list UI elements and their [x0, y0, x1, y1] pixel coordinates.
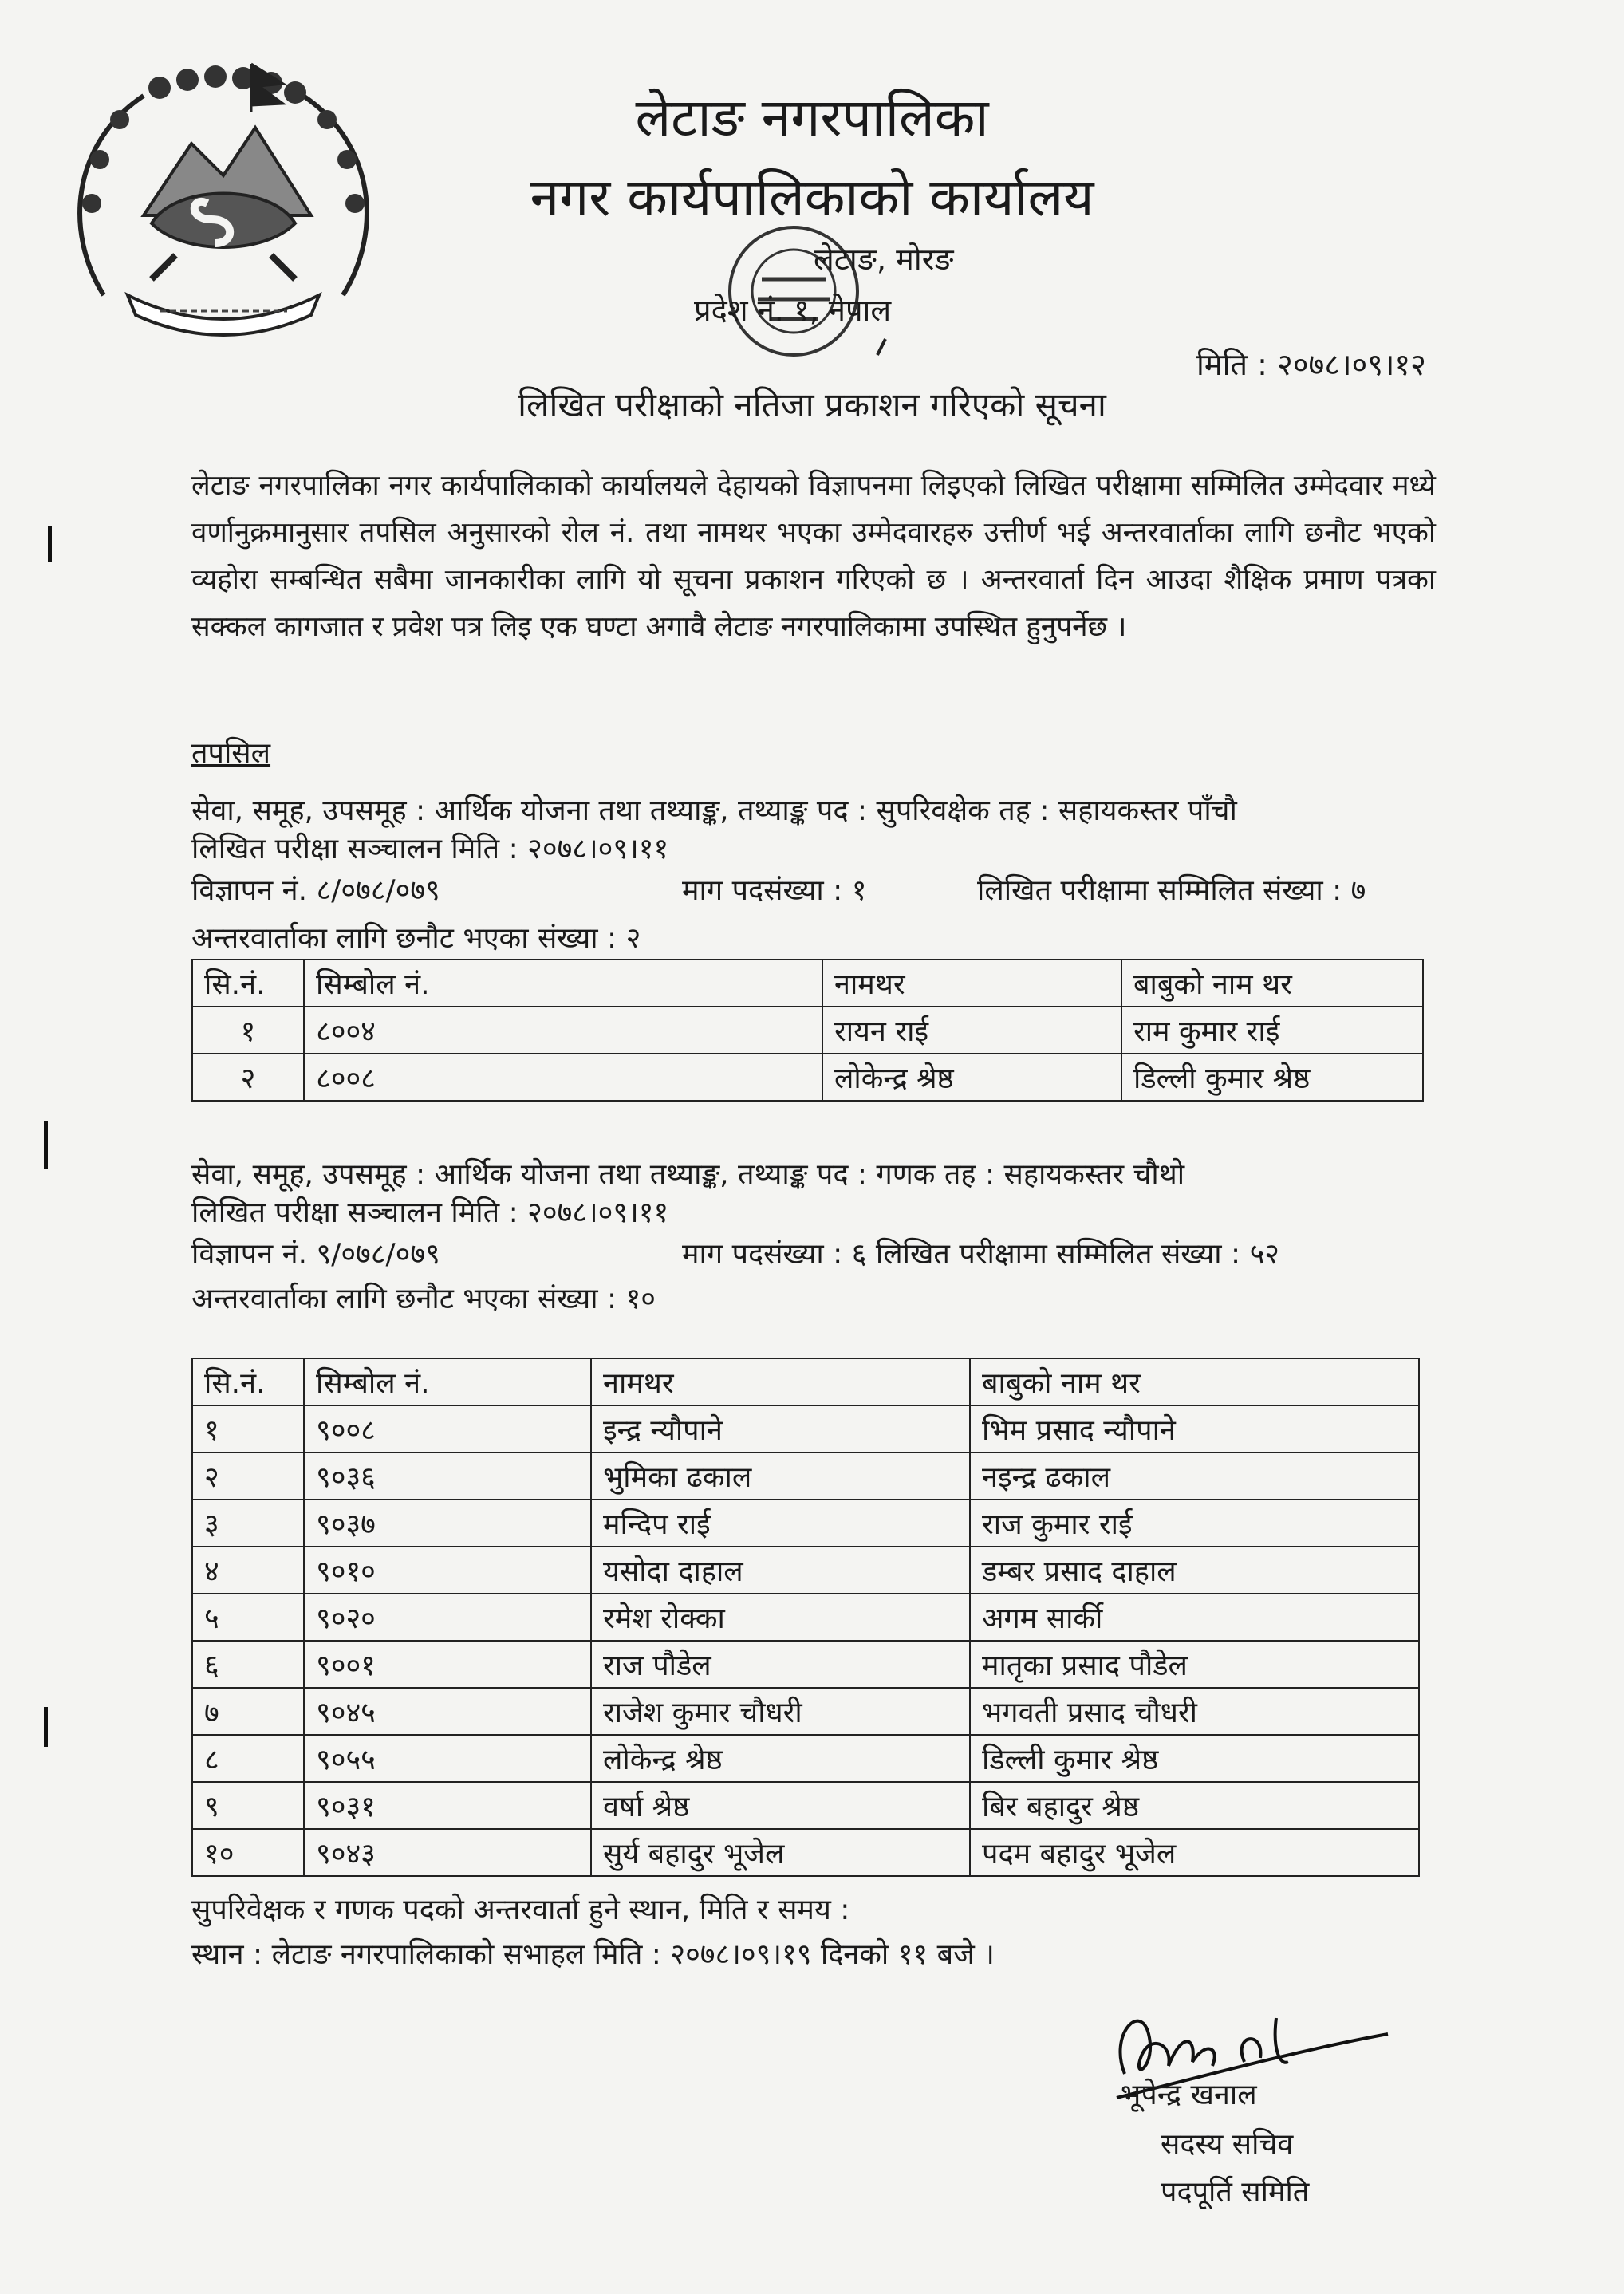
table-row	[192, 1547, 1419, 1594]
notice-title: लिखित परीक्षाको नतिजा प्रकाशन गरिएको सूचना	[518, 385, 1106, 424]
group2-exam-date: लिखित परीक्षा सञ्चालन मिति : २०७८।०९।११	[191, 1196, 669, 1229]
name-cell: यसोदा दाहाल	[591, 1547, 970, 1594]
symbol-cell: ९००१	[304, 1641, 591, 1688]
name-cell: वर्षा श्रेष्ठ	[591, 1782, 970, 1829]
group2-service-line: सेवा, समूह, उपसमूह : आर्थिक योजना तथा तथ्याङ्क, तथ्याङ्क पद : गणक तह : सहायकस्तर चौथो	[191, 1158, 1185, 1191]
group1-results-table	[191, 959, 1424, 1102]
father-name-cell: बिर बहादुर श्रेष्ठ	[970, 1782, 1419, 1829]
stamp-location: लेटाङ, मोरङ	[814, 242, 954, 277]
group2-advert-line	[191, 1233, 1280, 1272]
symbol-cell: ८००८	[304, 1054, 822, 1101]
group1-exam-date: लिखित परीक्षा सञ्चालन मिति : २०७८।०९।११	[191, 833, 669, 865]
notice-date: मिति : २०७८।०९।१२	[1196, 347, 1426, 382]
symbol-cell: ९०४३	[304, 1829, 591, 1876]
symbol-cell: ९०२०	[304, 1594, 591, 1641]
symbol-cell: ९०३७	[304, 1500, 591, 1547]
column-header: बाबुको नाम थर	[970, 1358, 1419, 1405]
symbol-cell: ९००८	[304, 1405, 591, 1452]
column-header: सि.नं.	[192, 1358, 304, 1405]
father-name-cell: डिल्ली कुमार श्रेष्ठ	[1121, 1054, 1423, 1101]
column-header: नामथर	[591, 1358, 970, 1405]
group1-demand: माग पदसंख्या : १	[682, 874, 867, 907]
symbol-cell: ९०३६	[304, 1452, 591, 1500]
column-header: सि.नं.	[192, 960, 304, 1007]
table-row	[192, 1007, 1423, 1054]
group1-advert-line	[191, 869, 1366, 909]
serial-cell: २	[192, 1452, 304, 1500]
name-cell: रायन राई	[822, 1007, 1121, 1054]
signatory-committee: पदपूर्ति समिति	[1161, 2176, 1310, 2209]
signatory-name: भूपेन्द्र खनाल	[1121, 2079, 1257, 2111]
name-cell: राजेश कुमार चौधरी	[591, 1688, 970, 1735]
father-name-cell: राम कुमार राई	[1121, 1007, 1423, 1054]
column-header: सिम्बोल नं.	[304, 960, 822, 1007]
name-cell: भुमिका ढकाल	[591, 1452, 970, 1500]
venue-heading: सुपरिवेक्षक र गणक पदको अन्तरवार्ता हुने स्थान, मिति र समय :	[191, 1894, 850, 1926]
serial-cell: ८	[192, 1735, 304, 1782]
table-row	[192, 1054, 1423, 1101]
name-cell: लोकेन्द्र श्रेष्ठ	[591, 1735, 970, 1782]
symbol-cell: ९०१०	[304, 1547, 591, 1594]
father-name-cell: राज कुमार राई	[970, 1500, 1419, 1547]
signatory-role: सदस्य सचिव	[1161, 2128, 1294, 2161]
father-name-cell: डिल्ली कुमार श्रेष्ठ	[970, 1735, 1419, 1782]
group1-advert-number: विज्ञापन नं. ८/०७८/०७९	[191, 874, 440, 907]
group2-demand-participants: माग पदसंख्या : ६ लिखित परीक्षामा सम्मिलित संख्या : ५२	[682, 1238, 1280, 1271]
venue-line: स्थान : लेटाङ नगरपालिकाको सभाहल मिति : २०७८।०९।१९ दिनको ११ बजे ।	[191, 1938, 995, 1971]
office-name: नगर कार्यपालिकाको कार्यालय	[530, 167, 1094, 228]
serial-cell: ७	[192, 1688, 304, 1735]
father-name-cell: डम्बर प्रसाद दाहाल	[970, 1547, 1419, 1594]
section-heading: तपसिल	[191, 737, 271, 770]
group2-advert-number: विज्ञापन नं. ९/०७८/०७९	[191, 1238, 440, 1271]
name-cell: सुर्य बहादुर भूजेल	[591, 1829, 970, 1876]
table-row	[192, 1641, 1419, 1688]
serial-cell: ३	[192, 1500, 304, 1547]
body-paragraph: लेटाङ नगरपालिका नगर कार्यपालिकाको कार्यालयले देहायको विज्ञापनमा लिइएको लिखित परीक्षामा सम्मिलित उम्मेदवार मध्ये वर्णानुक्रमानुसार तपसिल अनुसारको रोल नं. तथा नामथर भएका उम्मेदवारहरु उत्तीर्ण भई अन्तरवार्ताका लागि छनौट भएको व्यहोरा सम्बन्धित सबैमा जानकारीका लागि यो सूचना प्रकाशन गरिएको छ । अन्तरवार्ता दिन आउदा शैक्षिक प्रमाण पत्रका सक्कल कागजात र प्रवेश पत्र लिइ एक घण्टा अगावै लेटाङ नगरपालिकामा उपस्थित हुनुपर्नेछ ।	[191, 470, 1436, 643]
table-row	[192, 1688, 1419, 1735]
symbol-cell: ९०५५	[304, 1735, 591, 1782]
table-row	[192, 1829, 1419, 1876]
group2-results-table	[191, 1358, 1420, 1877]
serial-cell: २	[192, 1054, 304, 1101]
serial-cell: ९	[192, 1782, 304, 1829]
father-name-cell: अगम सार्की	[970, 1594, 1419, 1641]
symbol-cell: ८००४	[304, 1007, 822, 1054]
margin-mark	[44, 1707, 48, 1747]
name-cell: रमेश रोक्का	[591, 1594, 970, 1641]
father-name-cell: पदम बहादुर भूजेल	[970, 1829, 1419, 1876]
serial-cell: १	[192, 1007, 304, 1054]
father-name-cell: भगवती प्रसाद चौधरी	[970, 1688, 1419, 1735]
symbol-cell: ९०३१	[304, 1782, 591, 1829]
table-row	[192, 1405, 1419, 1452]
serial-cell: ६	[192, 1641, 304, 1688]
serial-cell: १	[192, 1405, 304, 1452]
group1-service-line: सेवा, समूह, उपसमूह : आर्थिक योजना तथा तथ्याङ्क, तथ्याङ्क पद : सुपरिवक्षेक तह : सहायकस्तर पाँचौ	[191, 794, 1237, 827]
name-cell: मन्दिप राई	[591, 1500, 970, 1547]
margin-mark	[44, 1121, 48, 1169]
column-header: बाबुको नाम थर	[1121, 960, 1423, 1007]
serial-cell: १०	[192, 1829, 304, 1876]
table-row	[192, 1782, 1419, 1829]
table-header-row	[192, 1358, 1419, 1405]
group2-shortlisted: अन्तरवार्ताका लागि छनौट भएका संख्या : १०	[191, 1283, 656, 1315]
table-row	[192, 1594, 1419, 1641]
group1-shortlisted: अन्तरवार्ताका लागि छनौट भएका संख्या : २	[191, 922, 641, 955]
stamp-province: प्रदेश नं. १, नेपाल	[694, 293, 892, 328]
margin-mark	[48, 526, 52, 562]
name-cell: लोकेन्द्र श्रेष्ठ	[822, 1054, 1121, 1101]
serial-cell: ५	[192, 1594, 304, 1641]
serial-cell: ४	[192, 1547, 304, 1594]
table-header-row	[192, 960, 1423, 1007]
column-header: नामथर	[822, 960, 1121, 1007]
table-row	[192, 1500, 1419, 1547]
column-header: सिम्बोल नं.	[304, 1358, 591, 1405]
father-name-cell: भिम प्रसाद न्यौपाने	[970, 1405, 1419, 1452]
municipality-name: लेटाङ नगरपालिका	[635, 87, 989, 148]
name-cell: राज पौडेल	[591, 1641, 970, 1688]
name-cell: इन्द्र न्यौपाने	[591, 1405, 970, 1452]
group1-participants: लिखित परीक्षामा सम्मिलित संख्या : ७	[977, 874, 1366, 907]
table-row	[192, 1735, 1419, 1782]
table-row	[192, 1452, 1419, 1500]
father-name-cell: नइन्द्र ढकाल	[970, 1452, 1419, 1500]
father-name-cell: मातृका प्रसाद पौडेल	[970, 1641, 1419, 1688]
symbol-cell: ९०४५	[304, 1688, 591, 1735]
